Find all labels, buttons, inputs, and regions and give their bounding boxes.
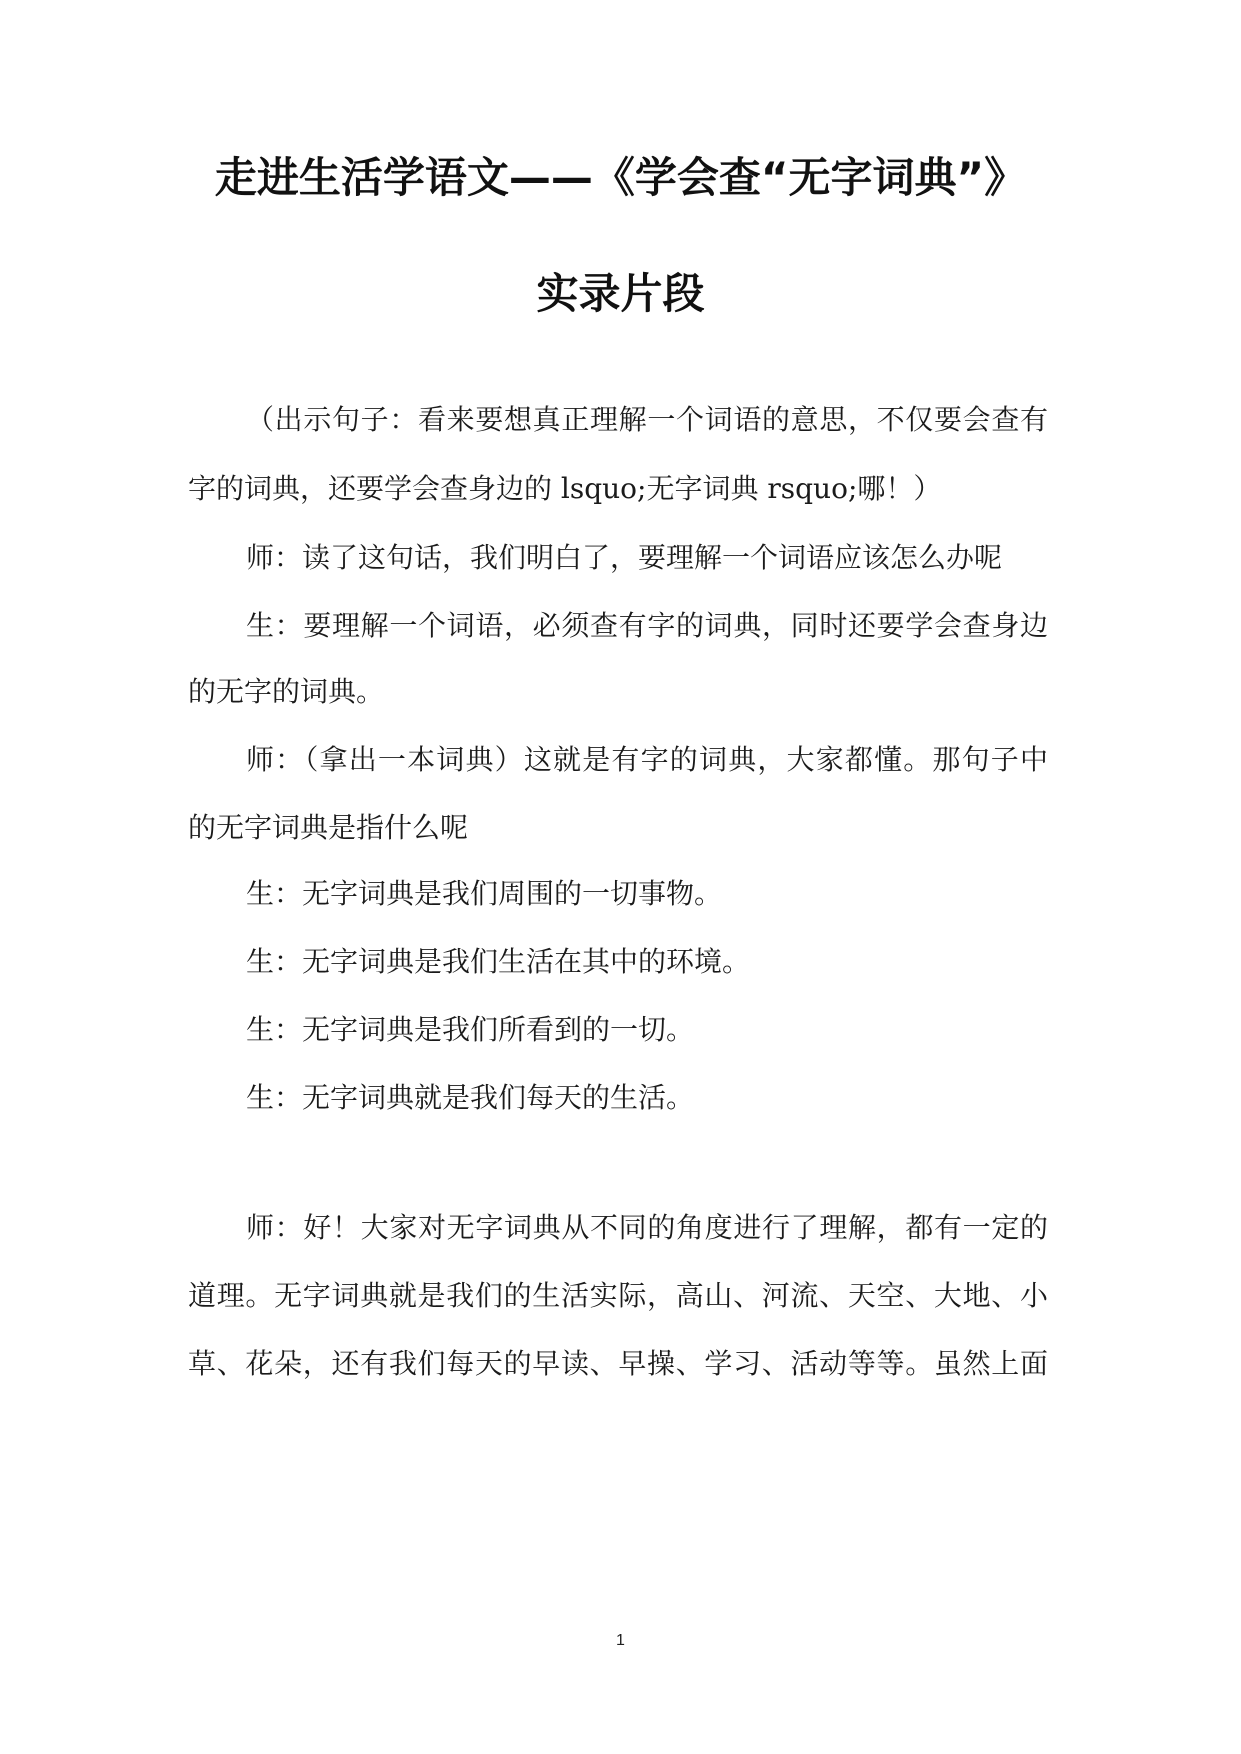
- title-line-1: 走进生活学语文——《学会查“无字词典”》: [214, 153, 1027, 202]
- paragraph-line: 道理。无字词典就是我们的生活实际，高山、河流、天空、大地、小: [188, 1279, 1048, 1312]
- paragraph-line: 师：（拿出一本词典）这就是有字的词典，大家都懂。那句子中: [246, 743, 1048, 776]
- paragraph-line: 师：好！大家对无字词典从不同的角度进行了理解，都有一定的: [246, 1211, 1048, 1244]
- paragraph-line: 草、花朵，还有我们每天的早读、早操、学习、活动等等。虽然上面: [188, 1347, 1048, 1380]
- paragraph-line: 字的词典，还要学会查身边的 lsquo;无字词典 rsquo;哪！）: [188, 472, 942, 505]
- paragraph-line: 生：要理解一个词语，必须查有字的词典，同时还要学会查身边: [246, 609, 1048, 642]
- paragraph-line: （出示句子：看来要想真正理解一个词语的意思，不仅要会查有: [246, 403, 1048, 436]
- page-number: 1: [616, 1632, 625, 1649]
- title-line-2: 实录片段: [536, 269, 705, 318]
- paragraph-line: 生：无字词典是我们生活在其中的环境。: [246, 945, 751, 978]
- paragraph-line: 的无字词典是指什么呢: [188, 811, 469, 844]
- paragraph-line: 的无字的词典。: [188, 675, 385, 708]
- paragraph-line: 生：无字词典是我们周围的一切事物。: [246, 877, 723, 910]
- paragraph-line: 师：读了这句话，我们明白了，要理解一个词语应该怎么办呢: [246, 541, 1003, 574]
- paragraph-line: 生：无字词典是我们所看到的一切。: [246, 1013, 695, 1046]
- paragraph-line: 生：无字词典就是我们每天的生活。: [246, 1081, 695, 1114]
